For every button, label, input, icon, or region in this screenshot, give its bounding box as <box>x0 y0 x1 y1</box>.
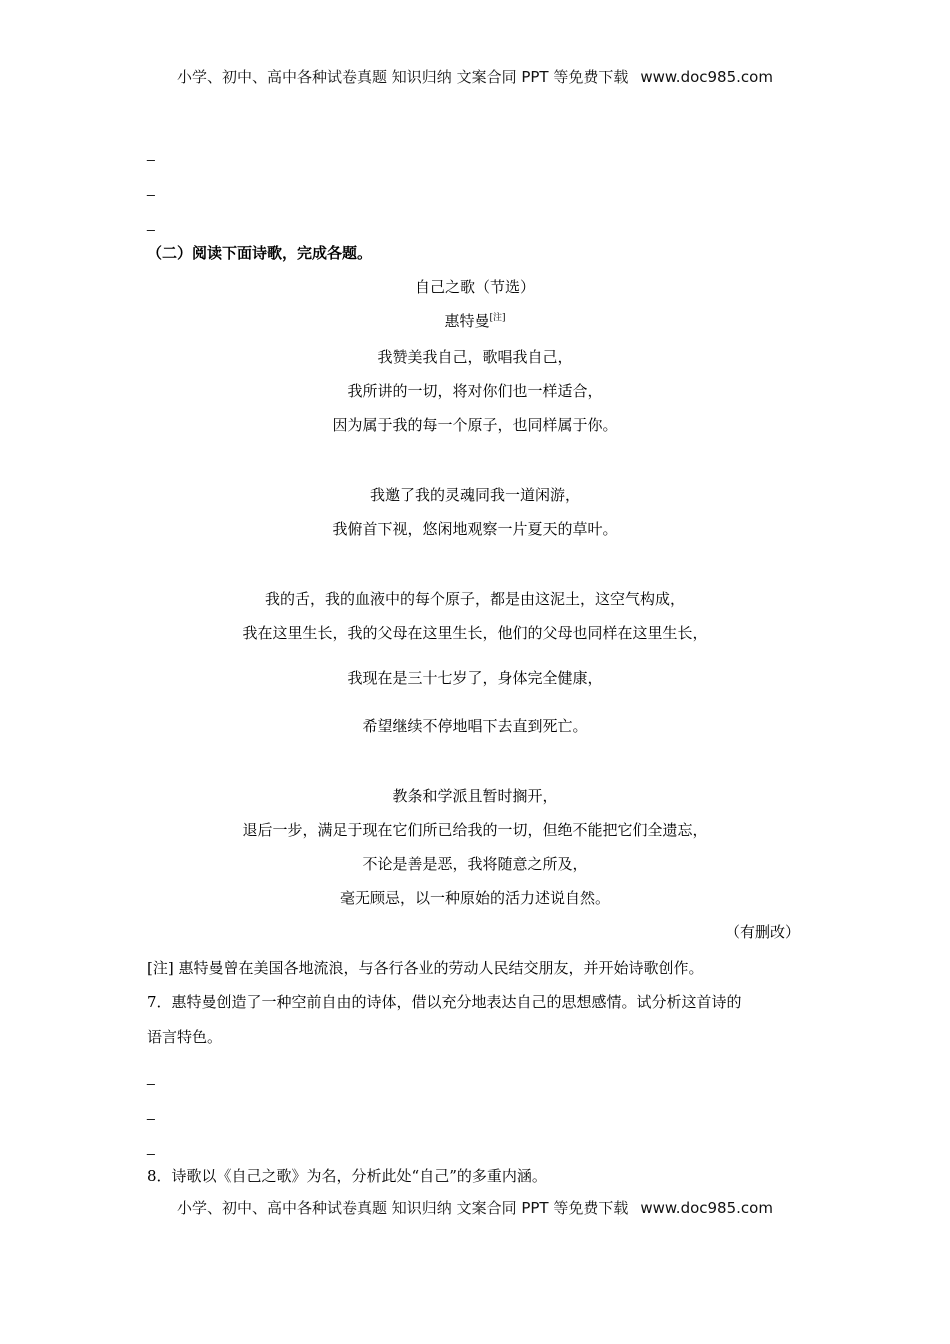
poem-line: 退后一步，满足于现在它们所已给我的一切，但绝不能把它们全遗忘， <box>242 821 708 839</box>
poem-line: 我所讲的一切，将对你们也一样适合， <box>347 382 603 400</box>
poem-line: 教条和学派且暂时搁开， <box>392 787 558 805</box>
author-name: 惠特曼 <box>444 312 490 330</box>
poem-line: 我俯首下视，悠闲地观察一片夏天的草叶。 <box>332 520 618 538</box>
author-footnote: [注] 惠特曼曾在美国各地流浪，与各行各业的劳动人民结交朋友，并开始诗歌创作。 <box>147 959 704 977</box>
question-7-line-2: 语言特色。 <box>147 1028 223 1046</box>
question-7-line-1: 7．惠特曼创造了一种空前自由的诗体，借以充分地表达自己的思想感情。试分析这首诗的 <box>147 993 742 1011</box>
poem-line: 希望继续不停地唱下去直到死亡。 <box>362 717 588 735</box>
poem-line: 我现在是三十七岁了，身体完全健康， <box>347 669 603 687</box>
header-text: 小学、初中、高中各种试卷真题 知识归纳 文案合同 PPT 等免费下载 <box>177 68 629 86</box>
poem-line: 不论是善是恶，我将随意之所及， <box>362 855 588 873</box>
edit-note: （有删改） <box>724 923 800 941</box>
answer-blank: _ <box>147 1139 155 1155</box>
answer-blank: _ <box>147 215 155 231</box>
poem-line: 我在这里生长，我的父母在这里生长，他们的父母也同样在这里生长， <box>242 624 708 642</box>
poem-title: 自己之歌（节选） <box>414 278 535 296</box>
poem-line: 我赞美我自己，歌唱我自己， <box>377 348 573 366</box>
author-note-mark: [注] <box>489 313 506 323</box>
answer-blank: _ <box>147 180 155 196</box>
footer-text: 小学、初中、高中各种试卷真题 知识归纳 文案合同 PPT 等免费下载 <box>177 1199 629 1217</box>
answer-blank: _ <box>147 145 155 161</box>
poem-line: 我邀了我的灵魂同我一道闲游， <box>369 486 580 504</box>
answer-blank: _ <box>147 1104 155 1120</box>
page-footer <box>0 1197 950 1218</box>
question-8: 8．诗歌以《自己之歌》为名，分析此处“自己”的多重内涵。 <box>147 1167 547 1185</box>
page-header <box>0 66 950 87</box>
section-title: （二）阅读下面诗歌，完成各题。 <box>147 244 373 262</box>
poem-line: 毫无顾忌，以一种原始的活力述说自然。 <box>339 889 610 907</box>
header-url[interactable]: www.doc985.com <box>640 68 773 86</box>
poem-line: 因为属于我的每一个原子，也同样属于你。 <box>332 416 618 434</box>
poem-author <box>0 310 950 331</box>
poem-line: 我的舌，我的血液中的每个原子，都是由这泥土，这空气构成， <box>264 590 685 608</box>
footer-url[interactable]: www.doc985.com <box>640 1199 773 1217</box>
answer-blank: _ <box>147 1069 155 1085</box>
